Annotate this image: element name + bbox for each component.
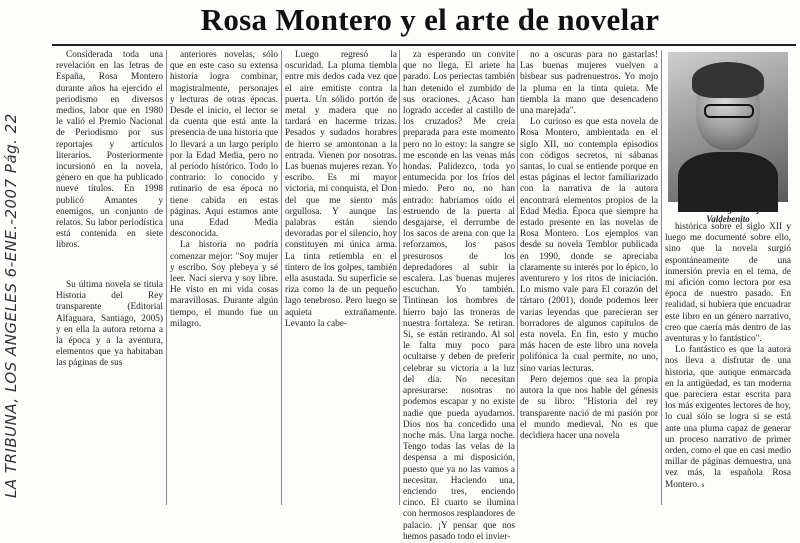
- portrait-hair: [692, 62, 764, 98]
- column-divider: [661, 50, 662, 505]
- glasses-icon: [704, 104, 754, 118]
- paragraph: histórica sobre el siglo XII y luego me documenté sobre ello, sino que la novela surgió espontáneamente de una inmersión previa en el tema, de mi afición como lectora por esa época de nuestro pasado. En realidad, si hubiera que encuadrar este libro en un género narrativo, creo que caería más dentro de las aventuras y lo fantástico".: [665, 222, 791, 345]
- column-divider: [517, 50, 518, 505]
- paragraph: Pero dejemos que sea la propia autora la que nos hable del génesis de su libro: "Historia del rey transparente nació de mi pasión por el mundo medieval. No es que decidiera hacer una novela: [520, 374, 658, 441]
- article-column-1b: [56, 280, 163, 410]
- paragraph: Considerada toda una revelación en las letras de España, Rosa Montero durante años ha ejercido el periodismo en diversos medios, labor que en 1980 le valió el Premio Nacional de Periodismo por sus reportajes y artículos literarios. Posteriormente incursionó en la novela, género en que ha publicado nueve títulos. En 1998 publicó Amantes y enemigos, un conjunto de relatos. Su labor periodística está contenida en siete libros.: [56, 50, 163, 251]
- author-portrait-photo: [668, 52, 788, 202]
- paragraph-text: Lo fantástico es que la autora nos lleva a disfrutar de una historia, que aunque enmarcada en la antigüedad, es tan moderna que pareciera estar escrita para los más exigentes lectores de hoy, lo cual sólo se logra si se está ante una pluma capaz de generar un proceso narrativo de primer orden, como el que en casi medio millar de páginas demuestra, una vez más, la española Rosa Montero.: [665, 345, 791, 490]
- photo-caption: Por Wellington Rojas Valdebenito: [688, 204, 768, 224]
- paragraph: [665, 345, 791, 491]
- handwritten-source-note: LA TRIBUNA, LOS ANGELES 6-ENE.-2007 Pág. 22: [2, 113, 20, 498]
- paragraph: Su última novela se titula Historia del Rey transparente (Editorial Alfaguara, Santiago, 2005) y en ella la autora retorna a la época y a la aventura, elementos que ya habitaban las páginas de sus: [56, 280, 163, 369]
- column-divider: [399, 50, 400, 505]
- article-column-3: [285, 50, 397, 512]
- headline: Rosa Montero y el arte de novelar: [200, 2, 660, 37]
- article-column-5: [520, 50, 658, 512]
- paragraph: Lo curioso es que esta novela de Rosa Montero, ambientada en el siglo XII, no contempla episodios con códigos secretos, ni sábanas santas, lo cual se entiende porque en estas páginas el lector familiarizado con la narrativa de la autora encontrará elementos propios de la Edad Media. Época que siempre ha estado presente en las novelas de Rosa Montero. Los ejemplos van desde su novela Temblor publicada en 1990, donde se apreciaba claramente su interés por lo épico, lo aventurero y los ritos de iniciación. Lo mismo vale para El corazón del tártaro (2001), donde podemos leer varias leyendas que parecieran ser borradores de algunos capítulos de esta novela. En fin, esto y mucho más hacen de este libro una novela polifónica la cual permite, no uno, sino varias lecturas.: [520, 117, 658, 374]
- article-column-4: [403, 50, 515, 542]
- article-column-1: [56, 50, 163, 272]
- paragraph: La historia no podría comenzar mejor: "Soy mujer y escribo. Soy plebeya y sé leer. Nací sierva y soy libre. He visto en mi vida cosas maravillosas. Durante algún tiempo, el mundo fue un milagro.: [170, 240, 278, 329]
- article-column-2: [170, 50, 278, 512]
- paragraph: anteriores novelas, sólo que en este caso su extensa historia logra combinar, magistralmente, personajes y lecturas de otras épocas. Desde el inicio, el lector se da cuenta que está ante la presencia de una historia que lo llevará a un largo periplo por la Edad Media, pero no al período histórico. Todo lo contrario: lo conocido y rutinario de esa época no tiene cabida en estas páginas. Aquí estamos ante una Edad Media desconocida.: [170, 50, 278, 240]
- end-mark: s: [701, 480, 705, 489]
- paragraph: Luego regresó la oscuridad. La pluma tiembla entre mis dedos cada vez que el aire emitiste contra la puerta. Un sólido portón de metal y madera que no tardará en hacerme trizas. Pesados y sudados horabres de hierro se amontonan a la entrada. Vienen por nosotras. Las buenas mujeres rezan. Yo escribo. Es mi mayor victoria, mi conquista, el Don del que me siento más orgullosa. Y aunque las palabras están siendo devoradas por el silencio, hoy constituyen mi única arma. La tinta retiembla en el tintero de los golpes, también ella asustada. Su superficie se riza como la de un pequeño lago tenebroso. Pero luego se aquieta extrañamente. Levanto la cabe-: [285, 50, 397, 329]
- headline-rule: [52, 44, 796, 46]
- column-divider: [281, 50, 282, 505]
- portrait-body: [678, 152, 778, 212]
- article-column-6: [665, 222, 791, 502]
- paragraph: no a oscuras para no gastarlas! Las buenas mujeres vuelven a bisbear sus padrenuestros. Yo mojo la pluma en la tinta quieta. Me tiembla la mano que desencadeno una marejada".: [520, 50, 658, 117]
- column-divider: [166, 50, 167, 505]
- paragraph: za esperando un convite que no llega. El ariete ha parado. Los periectas también han detenido el zumbido de sus oraciones. ¿Acaso han logrado acceder al castillo de los cruzados? Me creía preparada para este momento pero no lo estoy: la sangre se me esconde en las venas más hondas. Palidezco, toda yo entumecida por los fríos del miedo. Pero no, no han entrado: habríamos oído el estruendo de la puerta al desgajarse, el derrumbe de los sacos de arena con que la reforzamos, los pasos presurosos de los depredadores al subir la escalera. Las buenas mujeres escuchan. Yo también. Tintinean los hombres de hierro bajo las troneras de nuestra fortaleza. Se retiran. Sí, se están retirando. Al sol le falta muy poco para ocultarse y deben de preferir celebrar su victoria a la luz del día. No necesitan apresurarse: nosotras no podemos escapar y no existe nadie que pueda ayudarnos. Dios nos ha concedido una noche más. Una larga noche. Tengo todas las velas de la despensa a mi disposición, puesto que ya no las vamos a necesitar. Haciendo una, enciendo tres, enciendo cinco. El cuarto se ilumina con hermosos resplandores de palacio. ¡Y pensar que nos hemos pasado todo el invier-: [403, 50, 515, 542]
